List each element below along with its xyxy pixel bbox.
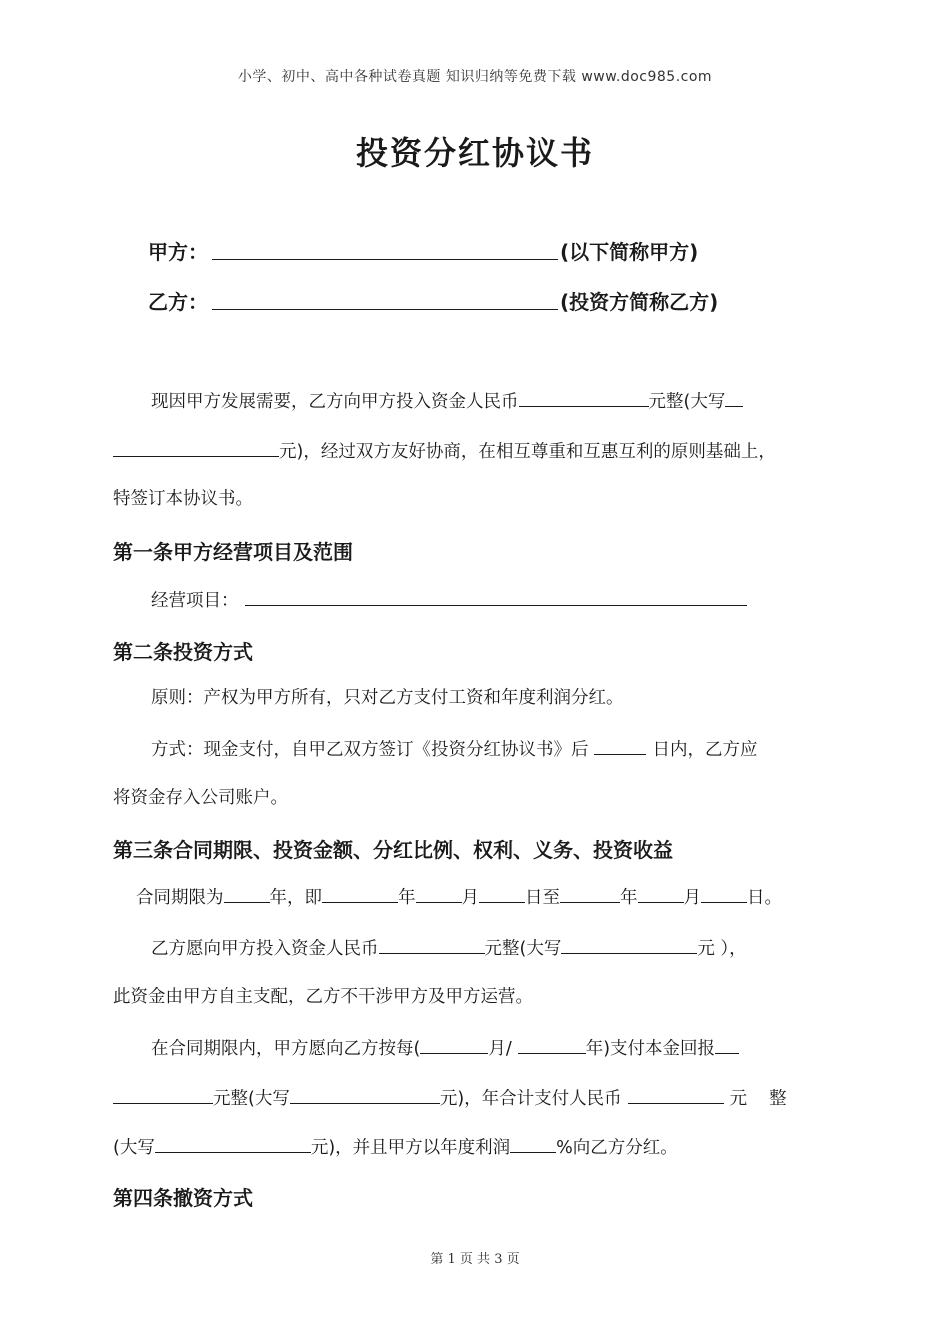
party-a-line bbox=[148, 236, 698, 265]
pay-line-1 bbox=[151, 1035, 739, 1061]
term-text-b: 年，即 bbox=[269, 888, 322, 908]
pay-text-e: 元)，年合计支付人民币 bbox=[439, 1089, 622, 1109]
method-line-2: 将资金存入公司账户。 bbox=[113, 788, 288, 808]
pay-return-blank-1 bbox=[715, 1035, 739, 1054]
pay-text-h: (大写 bbox=[113, 1138, 155, 1158]
party-b-note: (投资方简称乙方) bbox=[560, 290, 719, 314]
term-text-h: 日。 bbox=[747, 888, 782, 908]
intro-text-1a: 现因甲方发展需要，乙方向甲方投入资金人民币 bbox=[151, 392, 519, 412]
party-a-blank bbox=[212, 258, 558, 260]
intro-caps-blank-2 bbox=[113, 438, 279, 457]
invest-text-b: 元整(大写 bbox=[484, 939, 562, 959]
document-title: 投资分红协议书 bbox=[355, 134, 594, 172]
pay-caps-blank bbox=[290, 1085, 440, 1104]
pay-return-blank-2 bbox=[113, 1085, 213, 1104]
term-text-f: 年 bbox=[620, 888, 638, 908]
pay-line-2 bbox=[113, 1085, 787, 1111]
end-day-blank bbox=[701, 884, 747, 903]
article-1-heading: 第一条甲方经营项目及范围 bbox=[113, 540, 353, 564]
party-b-line bbox=[148, 286, 718, 315]
party-b-blank bbox=[212, 308, 558, 310]
page-footer: 第 1 页 共 3 页 bbox=[430, 1252, 520, 1267]
invest-line-2: 此资金由甲方自主支配，乙方不干涉甲方及甲方运营。 bbox=[113, 987, 533, 1007]
term-text-d: 月 bbox=[461, 888, 479, 908]
term-text-c: 年 bbox=[398, 888, 416, 908]
party-a-label: 甲方： bbox=[148, 240, 208, 264]
pay-text-d: 元整(大写 bbox=[213, 1089, 290, 1109]
business-item-label: 经营项目： bbox=[151, 591, 239, 611]
annual-total-blank bbox=[628, 1085, 724, 1104]
invest-caps-blank bbox=[561, 935, 697, 954]
term-text-e: 日至 bbox=[525, 888, 560, 908]
invest-text-c: 元 ）， bbox=[697, 939, 747, 959]
start-day-blank bbox=[479, 884, 525, 903]
end-year-blank bbox=[560, 884, 620, 903]
article-4-heading: 第四条撤资方式 bbox=[113, 1186, 253, 1210]
intro-text-1b: 元整(大写 bbox=[648, 392, 726, 412]
pay-text-i: 元)，并且甲方以年度利润 bbox=[310, 1138, 511, 1158]
pay-text-f: 元 bbox=[729, 1089, 748, 1109]
start-year-blank bbox=[322, 884, 398, 903]
invest-text-a: 乙方愿向甲方投入资金人民币 bbox=[151, 939, 379, 959]
principle-line: 原则：产权为甲方所有，只对乙方支付工资和年度利润分红。 bbox=[151, 688, 624, 708]
method-text-a: 方式：现金支付，自甲乙双方签订《投资分红协议书》后 bbox=[151, 740, 589, 760]
pay-text-a: 在合同期限内，甲方愿向乙方按每( bbox=[151, 1039, 421, 1059]
term-line bbox=[136, 884, 782, 910]
method-line-1 bbox=[151, 736, 758, 762]
intro-caps-blank-1 bbox=[725, 388, 743, 407]
pay-text-c: 年)支付本金回报 bbox=[585, 1039, 716, 1059]
article-3-heading: 第三条合同期限、投资金额、分红比例、权利、义务、投资收益 bbox=[113, 838, 673, 862]
party-b-label: 乙方： bbox=[148, 290, 208, 314]
intro-line-3: 特签订本协议书。 bbox=[113, 489, 253, 509]
profit-share-blank bbox=[510, 1134, 556, 1153]
start-month-blank bbox=[416, 884, 462, 903]
pay-text-b: 月/ bbox=[488, 1039, 512, 1059]
header-note: 小学、初中、高中各种试卷真题 知识归纳等免费下载 www.doc985.com bbox=[237, 69, 713, 85]
pay-text-j: %向乙方分红。 bbox=[556, 1138, 678, 1158]
invest-amount-blank bbox=[379, 935, 485, 954]
annual-caps-blank bbox=[155, 1134, 311, 1153]
intro-line-2 bbox=[113, 438, 776, 464]
pay-year-blank bbox=[518, 1035, 586, 1054]
business-item-blank bbox=[245, 587, 747, 606]
term-text-g: 月 bbox=[683, 888, 701, 908]
term-years-blank bbox=[224, 884, 270, 903]
intro-line-1 bbox=[151, 388, 743, 414]
article-2-heading: 第二条投资方式 bbox=[113, 640, 253, 664]
pay-text-g: 整 bbox=[769, 1089, 787, 1109]
end-month-blank bbox=[638, 884, 684, 903]
intro-amount-blank bbox=[519, 388, 649, 407]
intro-text-2: 元)，经过双方友好协商，在相互尊重和互惠互利的原则基础上， bbox=[279, 442, 776, 462]
party-a-note: (以下简称甲方) bbox=[560, 240, 699, 264]
pay-line-3 bbox=[113, 1134, 678, 1160]
business-item-line bbox=[151, 587, 747, 613]
method-days-blank bbox=[594, 736, 646, 755]
method-text-b: 日内，乙方应 bbox=[652, 740, 758, 760]
term-text-a: 合同期限为 bbox=[136, 888, 224, 908]
invest-line-1 bbox=[151, 935, 747, 961]
pay-month-blank bbox=[420, 1035, 488, 1054]
